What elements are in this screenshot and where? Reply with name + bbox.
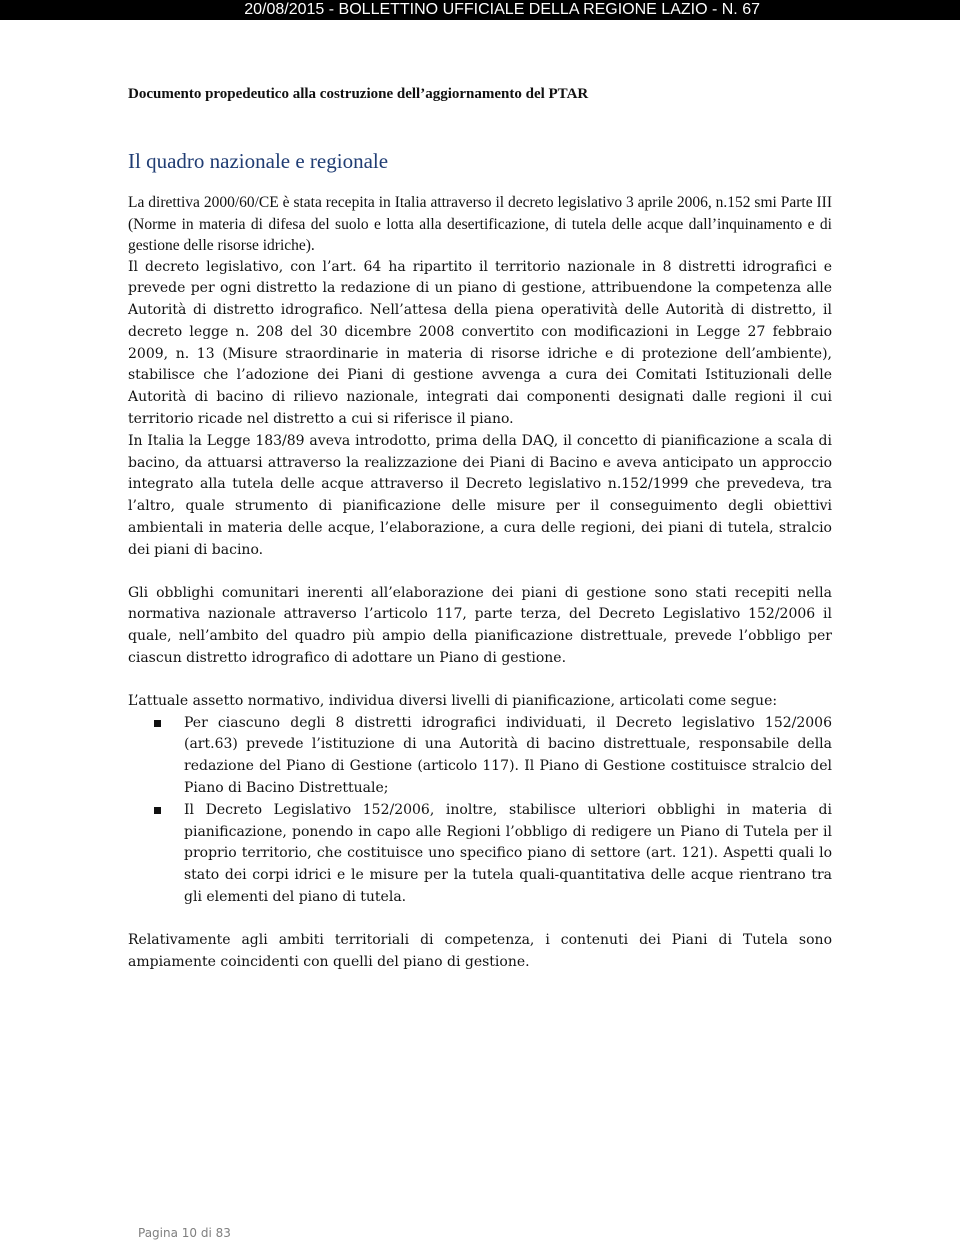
document-title: Documento propedeutico alla costruzione dell’aggiornamento del PTAR [128, 86, 589, 102]
list-item-text: Per ciascuno degli 8 distretti idrografici individuati, il Decreto legislativo 152/2006 (art.63) prevede l’istituzione di una Autorità di bacino distrettuale, responsabile della redazione del Piano di Gestione (articolo 117). Il Piano di Gestione costituisce stralcio del Piano di Bacino Distrettuale; [184, 714, 832, 797]
square-bullet-icon [154, 720, 161, 727]
page-number: Pagina 10 di 83 [138, 1226, 231, 1240]
paragraph-decree-art64: Il decreto legislativo, con l’art. 64 ha ripartito il territorio nazionale in 8 distretti idrografici e prevede per ogni distretto la redazione di un piano di gestione, attribuendone la competenza alle Autorità di distretto idrografico. Nell’attesa della piena operatività delle Autorità di distretto, il decreto legge n. 208 del 30 dicembre 2008 convertito con modificazioni in Legge 27 febbraio 2009, n. 13 (Misure straordinarie in materia di risorse idriche e di protezione dell’ambiente), stabilisce che l’adozione dei Piani di gestione avvenga a cura dei Comitati Istituzionali delle Autorità di bacino di rilievo nazionale, integrati dai componenti designati dalle regioni il cui territorio ricade nel distretto a cui si riferisce il piano. [128, 258, 832, 428]
list-item [128, 800, 832, 909]
intro-paragraph: La direttiva 2000/60/CE è stata recepita in Italia attraverso il decreto legislativo 3 aprile 2006, n.152 smi Parte III (Norme in materia di difesa del suolo e lotta alla desertificazione, di tutela delle acque dall’inquinamento e di gestione delle risorse idriche). [128, 194, 832, 254]
bulletin-header: 20/08/2015 - BOLLETTINO UFFICIALE DELLA REGIONE LAZIO - N. 67 [244, 1, 760, 18]
paragraph-ambiti-territoriali: Relativamente agli ambiti territoriali di competenza, i contenuti dei Piani di Tutela sono ampiamente coincidenti con quelli del piano di gestione. [128, 931, 832, 970]
paragraph-legge-183-89: In Italia la Legge 183/89 aveva introdotto, prima della DAQ, il concetto di pianificazione a scala di bacino, da attuarsi attraverso la realizzazione dei Piani di Bacino e aveva anticipato un approccio integrato alla tutela delle acque attraverso il Decreto legislativo n.152/1999 che prevedeva, tra l’altro, quale strumento di pianificazione delle misure per il conseguimento degli obiettivi ambientali in materia delle acque, l’elaborazione, a cura delle regioni, dei piani di tutela, stralcio dei piani di bacino. [128, 432, 832, 558]
paragraph-assetto-normativo: L’attuale assetto normativo, individua diversi livelli di pianificazione, articolati come segue: [128, 692, 778, 709]
section-title: Il quadro nazionale e regionale [128, 149, 389, 173]
header-band [0, 0, 960, 20]
square-bullet-icon [154, 807, 161, 814]
list-item-text: Il Decreto Legislativo 152/2006, inoltre, stabilisce ulteriori obblighi in materia di pianificazione, ponendo in capo alle Regioni l’obbligo di redigere un Piano di Tutela per il proprio territorio, che costituisce uno specifico piano di settore (art. 121). Aspetti quali lo stato dei corpi idrici e le misure per la tutela quali-quantitativa delle acque rientrano tra gli elementi del piano di tutela. [184, 801, 832, 906]
paragraph-obblighi-comunitari: Gli obblighi comunitari inerenti all’elaborazione dei piani di gestione sono stati recepiti nella normativa nazionale attraverso l’articolo 117, parte terza, del Decreto Legislativo 152/2006 il quale, nell’ambito del quadro più ampio della pianificazione distrettuale, prevede l’obbligo per ciascun distretto idrografico di adottare un Piano di gestione. [128, 584, 832, 667]
planning-levels-list [128, 713, 832, 909]
document-body [128, 84, 832, 973]
list-item [128, 713, 832, 800]
